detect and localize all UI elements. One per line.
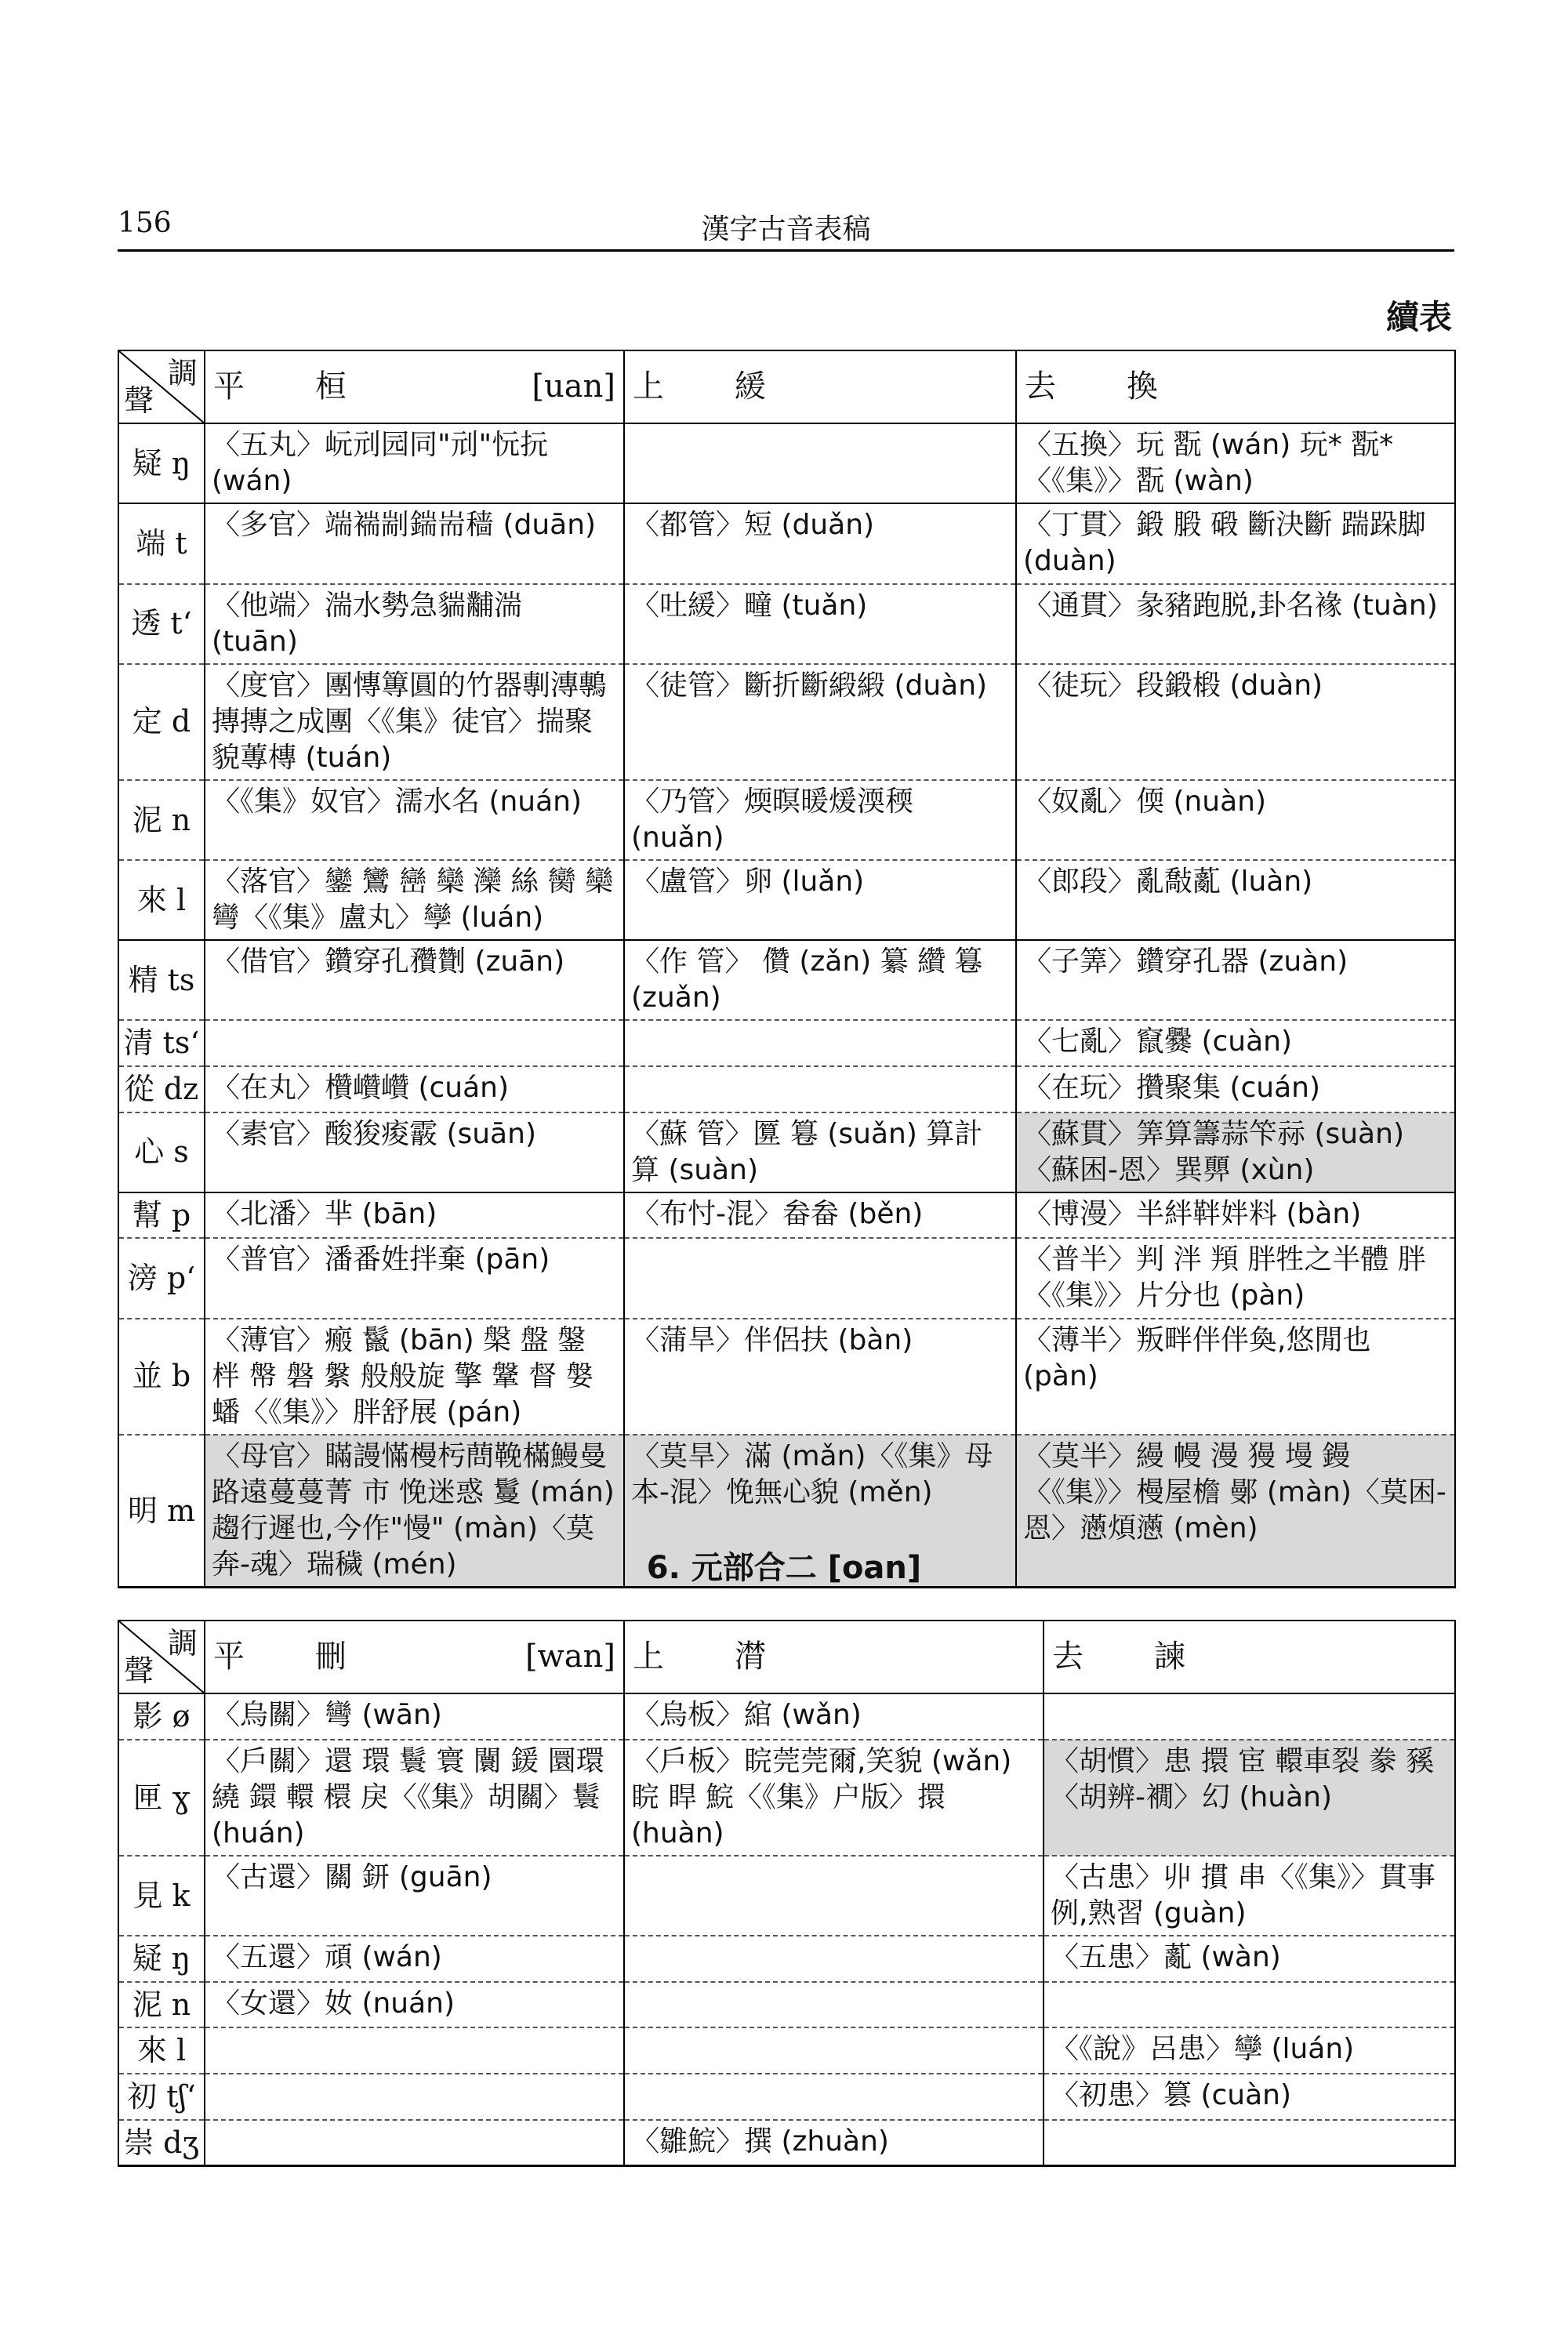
- table-row: [118, 1319, 1455, 1435]
- qu-cell: 〈蘇貫〉筭算籌蒜笇祘 (suàn)〈蘇困-恩〉巽顨 (xùn): [1016, 1112, 1455, 1192]
- initial-cell: 透 tʻ: [118, 584, 205, 664]
- shang-cell: 〈作 管〉 儹 (zǎn) 纂 纘 篹 (zuǎn): [624, 940, 1016, 1020]
- ping-cell: 〈普官〉潘番姓拌棄 (pān): [205, 1238, 624, 1318]
- initial-cell: 影 ø: [118, 1693, 205, 1740]
- initial-cell: 泥 n: [118, 1982, 205, 2028]
- shang-cell: 〈乃管〉煗暝暖煖渜稬 (nuǎn): [624, 780, 1016, 860]
- shang-cell: [624, 1856, 1044, 1936]
- shang-cell: 〈蘇 管〉匴 篹 (suǎn) 算計算 (suàn): [624, 1112, 1016, 1192]
- ping-cell: [205, 2074, 624, 2120]
- rhyme-char: 緩: [735, 368, 766, 405]
- table-row: [118, 1112, 1455, 1192]
- table-row: [118, 780, 1455, 860]
- tone-header-content: [633, 1637, 1035, 1677]
- ping-cell: 〈在丸〉欑巑巑 (cuán): [205, 1066, 624, 1112]
- table-row: [118, 423, 1455, 503]
- shang-cell: [624, 423, 1016, 503]
- qu-cell: 〈徒玩〉段鍛椴 (duàn): [1016, 664, 1455, 780]
- table-row: [118, 2120, 1455, 2166]
- initial-cell: 疑 ŋ: [118, 423, 205, 503]
- qu-cell: 〈丁貫〉鍛 腶 碫 斷決斷 踹跺脚 (duàn): [1016, 503, 1455, 583]
- ping-cell: 〈烏關〉彎 (wān): [205, 1693, 624, 1740]
- corner-cell: [118, 350, 205, 423]
- qu-cell: [1044, 1693, 1455, 1740]
- shang-cell: 〈都管〉短 (duǎn): [624, 503, 1016, 583]
- ping-cell: 〈《集》奴官〉濡水名 (nuán): [205, 780, 624, 860]
- rhyme-value: [uan]: [532, 368, 615, 405]
- table-row: [118, 940, 1455, 1020]
- qu-cell: 〈奴亂〉偄 (nuàn): [1016, 780, 1455, 860]
- qu-cell: 〈莫半〉縵 幔 漫 獌 墁 鏝〈《集》〉槾屋檐 鄤 (màn)〈莫困-恩〉懣煩懣 (mèn): [1016, 1435, 1455, 1588]
- ping-cell: 〈他端〉湍水勢急貒黼湍 (tuān): [205, 584, 624, 664]
- initial-cell: 來 l: [118, 2027, 205, 2074]
- initial-cell: 精 ts: [118, 940, 205, 1020]
- ping-cell: 〈落官〉鑾 鸞 巒 欒 灤 絲 臠 欒 彎〈《集》盧丸〉孿 (luán): [205, 860, 624, 940]
- shang-cell: 〈戶板〉睆莞莞爾,笑貌 (wǎn) 睆 睅 鯇〈《集》户版〉擐 (huàn): [624, 1740, 1044, 1856]
- shang-cell: 〈徒管〉斷折斷緞緞 (duàn): [624, 664, 1016, 780]
- running-header: [118, 202, 1454, 252]
- rhyme-char: 刪: [315, 1639, 347, 1675]
- tone-header-content: [633, 367, 1007, 407]
- rhyme-table-1: [118, 350, 1456, 1588]
- initial-cell: 幫 p: [118, 1192, 205, 1239]
- corner-bottom-label: 聲: [124, 1653, 154, 1688]
- corner-top-label: 調: [167, 1626, 198, 1661]
- tone-label: 去: [1025, 368, 1056, 405]
- initial-cell: 疑 ŋ: [118, 1936, 205, 1982]
- tone-header-1: [205, 350, 624, 423]
- shang-cell: [624, 1936, 1044, 1982]
- rhyme-table-2: [118, 1620, 1456, 2167]
- qu-cell: 〈《說》呂患〉孿 (luán): [1044, 2027, 1455, 2074]
- initial-cell: 匣 ɣ: [118, 1740, 205, 1856]
- ping-cell: [205, 2027, 624, 2074]
- table-row: [118, 1982, 1455, 2028]
- tone-header-1: [205, 1621, 624, 1693]
- qu-cell: 〈通貫〉彖豬跑脱,卦名褖 (tuàn): [1016, 584, 1455, 664]
- initial-cell: 從 dz: [118, 1066, 205, 1112]
- table-row: [118, 1192, 1455, 1239]
- table-row: [118, 1238, 1455, 1318]
- ping-cell: 〈母官〉瞞謾慲槾杇蔄鞔樠鰻曼路遠蔓蔓菁 市 悗迷惑 鬘 (mán) 趨行遲也,今作"慢" (màn)〈莫奔-魂〉瑞穢 (mén): [205, 1435, 624, 1588]
- table-row: [118, 1936, 1455, 1982]
- rhyme-char: 潸: [735, 1639, 766, 1675]
- running-title: 漢字古音表稿: [701, 213, 871, 245]
- initial-cell: 定 d: [118, 664, 205, 780]
- ping-cell: 〈多官〉端褍剬鍴耑穑 (duān): [205, 503, 624, 583]
- table-row: [118, 2027, 1455, 2074]
- qu-cell: 〈薄半〉叛畔伴伴奐,悠閒也 (pàn): [1016, 1319, 1455, 1435]
- initial-cell: 見 k: [118, 1856, 205, 1936]
- initial-cell: 心 s: [118, 1112, 205, 1192]
- qu-cell: [1044, 1982, 1455, 2028]
- ping-cell: 〈古還〉關 鈃 (guān): [205, 1856, 624, 1936]
- initial-cell: 明 m: [118, 1435, 205, 1588]
- table-row: [118, 1066, 1455, 1112]
- tone-header-3: [1016, 350, 1455, 423]
- ping-cell: 〈戶關〉還 環 鬟 寰 闤 鍰 圜環繞 鐶 轘 檈 戾〈《集》胡關〉鬟 (huán): [205, 1740, 624, 1856]
- ping-cell: 〈五還〉頑 (wán): [205, 1936, 624, 1982]
- shang-cell: 〈盧管〉卵 (luǎn): [624, 860, 1016, 940]
- shang-cell: 〈烏板〉綰 (wǎn): [624, 1693, 1044, 1740]
- table-row: [118, 503, 1455, 583]
- shang-cell: [624, 1238, 1016, 1318]
- corner-top-label: 調: [167, 356, 198, 390]
- tone-header-2: [624, 350, 1016, 423]
- qu-cell: 〈子筭〉鑽穿孔器 (zuàn): [1016, 940, 1455, 1020]
- table-row: [118, 2074, 1455, 2120]
- rhyme-char: 諫: [1154, 1639, 1185, 1675]
- tone-label: 平: [213, 1639, 245, 1675]
- qu-cell: 〈在玩〉攢聚集 (cuán): [1016, 1066, 1455, 1112]
- shang-cell: [624, 2074, 1044, 2120]
- qu-cell: 〈博漫〉半絆靽姅料 (bàn): [1016, 1192, 1455, 1239]
- shang-cell: [624, 1020, 1016, 1066]
- header-row: [118, 1621, 1455, 1693]
- tone-header-content: [1025, 367, 1446, 407]
- page-number: 156: [118, 207, 172, 239]
- initial-cell: 並 b: [118, 1319, 205, 1435]
- corner-bottom-label: 聲: [124, 383, 154, 418]
- tone-header-2: [624, 1621, 1044, 1693]
- tone-label: 上: [633, 368, 664, 405]
- table-row: [118, 860, 1455, 940]
- qu-cell: 〈七亂〉竄爨 (cuàn): [1016, 1020, 1455, 1066]
- tone-label: 去: [1052, 1639, 1083, 1675]
- qu-cell: [1044, 2120, 1455, 2166]
- table-row: [118, 1740, 1455, 1856]
- tone-header-content: [1052, 1637, 1446, 1677]
- shang-cell: 〈布忖-混〉畚畚 (běn): [624, 1192, 1016, 1239]
- initial-cell: 初 tʃʻ: [118, 2074, 205, 2120]
- tone-header-content: [213, 367, 615, 407]
- shang-cell: 〈吐緩〉疃 (tuǎn): [624, 584, 1016, 664]
- tone-label: 上: [633, 1639, 664, 1675]
- rhyme-char: 換: [1127, 368, 1158, 405]
- shang-cell: [624, 1982, 1044, 2028]
- tone-label: 平: [213, 368, 245, 405]
- qu-cell: 〈胡慣〉患 擐 宦 轘車裂 豢 豯〈胡辨-襉〉幻 (huàn): [1044, 1740, 1455, 1856]
- ping-cell: [205, 2120, 624, 2166]
- initial-cell: 清 tsʻ: [118, 1020, 205, 1066]
- qu-cell: 〈五換〉玩 翫 (wán) 玩* 翫* 〈《集》〉翫 (wàn): [1016, 423, 1455, 503]
- qu-cell: 〈五患〉薍 (wàn): [1044, 1936, 1455, 1982]
- shang-cell: [624, 2027, 1044, 2074]
- continued-label: 續表: [1385, 298, 1452, 336]
- table-row: [118, 664, 1455, 780]
- rhyme-char: 桓: [315, 368, 347, 405]
- shang-cell: 〈雛鯇〉撰 (zhuàn): [624, 2120, 1044, 2166]
- initial-cell: 端 t: [118, 503, 205, 583]
- section-title: 6. 元部合二 [oan]: [646, 1550, 922, 1586]
- ping-cell: 〈借官〉鑽穿孔䂎劗 (zuān): [205, 940, 624, 1020]
- ping-cell: 〈度官〉團慱篿圓的竹器剸漙鷒摶摶之成團〈《集》徒官〉揣聚貌蓴槫 (tuán): [205, 664, 624, 780]
- header-row: [118, 350, 1455, 423]
- initial-cell: 來 l: [118, 860, 205, 940]
- ping-cell: 〈五丸〉岏刓园同"刓"忨抏 (wán): [205, 423, 624, 503]
- table-row: [118, 584, 1455, 664]
- ping-cell: 〈薄官〉瘢 鬣 (bān) 槃 盤 鎜 柈 幋 磐 縏 般般旋 擎 鞶 督 媻 蟠〈《集》〉胖舒展 (pán): [205, 1319, 624, 1435]
- ping-cell: 〈北潘〉芈 (bān): [205, 1192, 624, 1239]
- shang-cell: 〈蒲旱〉伴侶扶 (bàn): [624, 1319, 1016, 1435]
- table-row: [118, 1693, 1455, 1740]
- tone-header-3: [1044, 1621, 1455, 1693]
- tone-header-content: [213, 1637, 615, 1677]
- shang-cell: 〈莫旱〉滿 (mǎn)〈《集》母本-混〉悗無心貌 (měn): [624, 1435, 1016, 1588]
- initial-cell: 泥 n: [118, 780, 205, 860]
- qu-cell: 〈郎段〉亂敽薍 (luàn): [1016, 860, 1455, 940]
- initial-cell: 崇 dʒ: [118, 2120, 205, 2166]
- table-row: [118, 1856, 1455, 1936]
- qu-cell: 〈古患〉丱 摜 串〈《集》〉貫事例,熟習 (guàn): [1044, 1856, 1455, 1936]
- ping-cell: [205, 1020, 624, 1066]
- shang-cell: [624, 1066, 1016, 1112]
- table-row: [118, 1020, 1455, 1066]
- ping-cell: 〈素官〉酸狻痠霰 (suān): [205, 1112, 624, 1192]
- initial-cell: 滂 pʻ: [118, 1238, 205, 1318]
- corner-cell: [118, 1621, 205, 1693]
- rhyme-value: [wan]: [524, 1639, 615, 1675]
- qu-cell: 〈普半〉判 泮 頖 胖牲之半體 胖〈《集》〉片分也 (pàn): [1016, 1238, 1455, 1318]
- qu-cell: 〈初患〉篡 (cuàn): [1044, 2074, 1455, 2120]
- ping-cell: 〈女還〉奻 (nuán): [205, 1982, 624, 2028]
